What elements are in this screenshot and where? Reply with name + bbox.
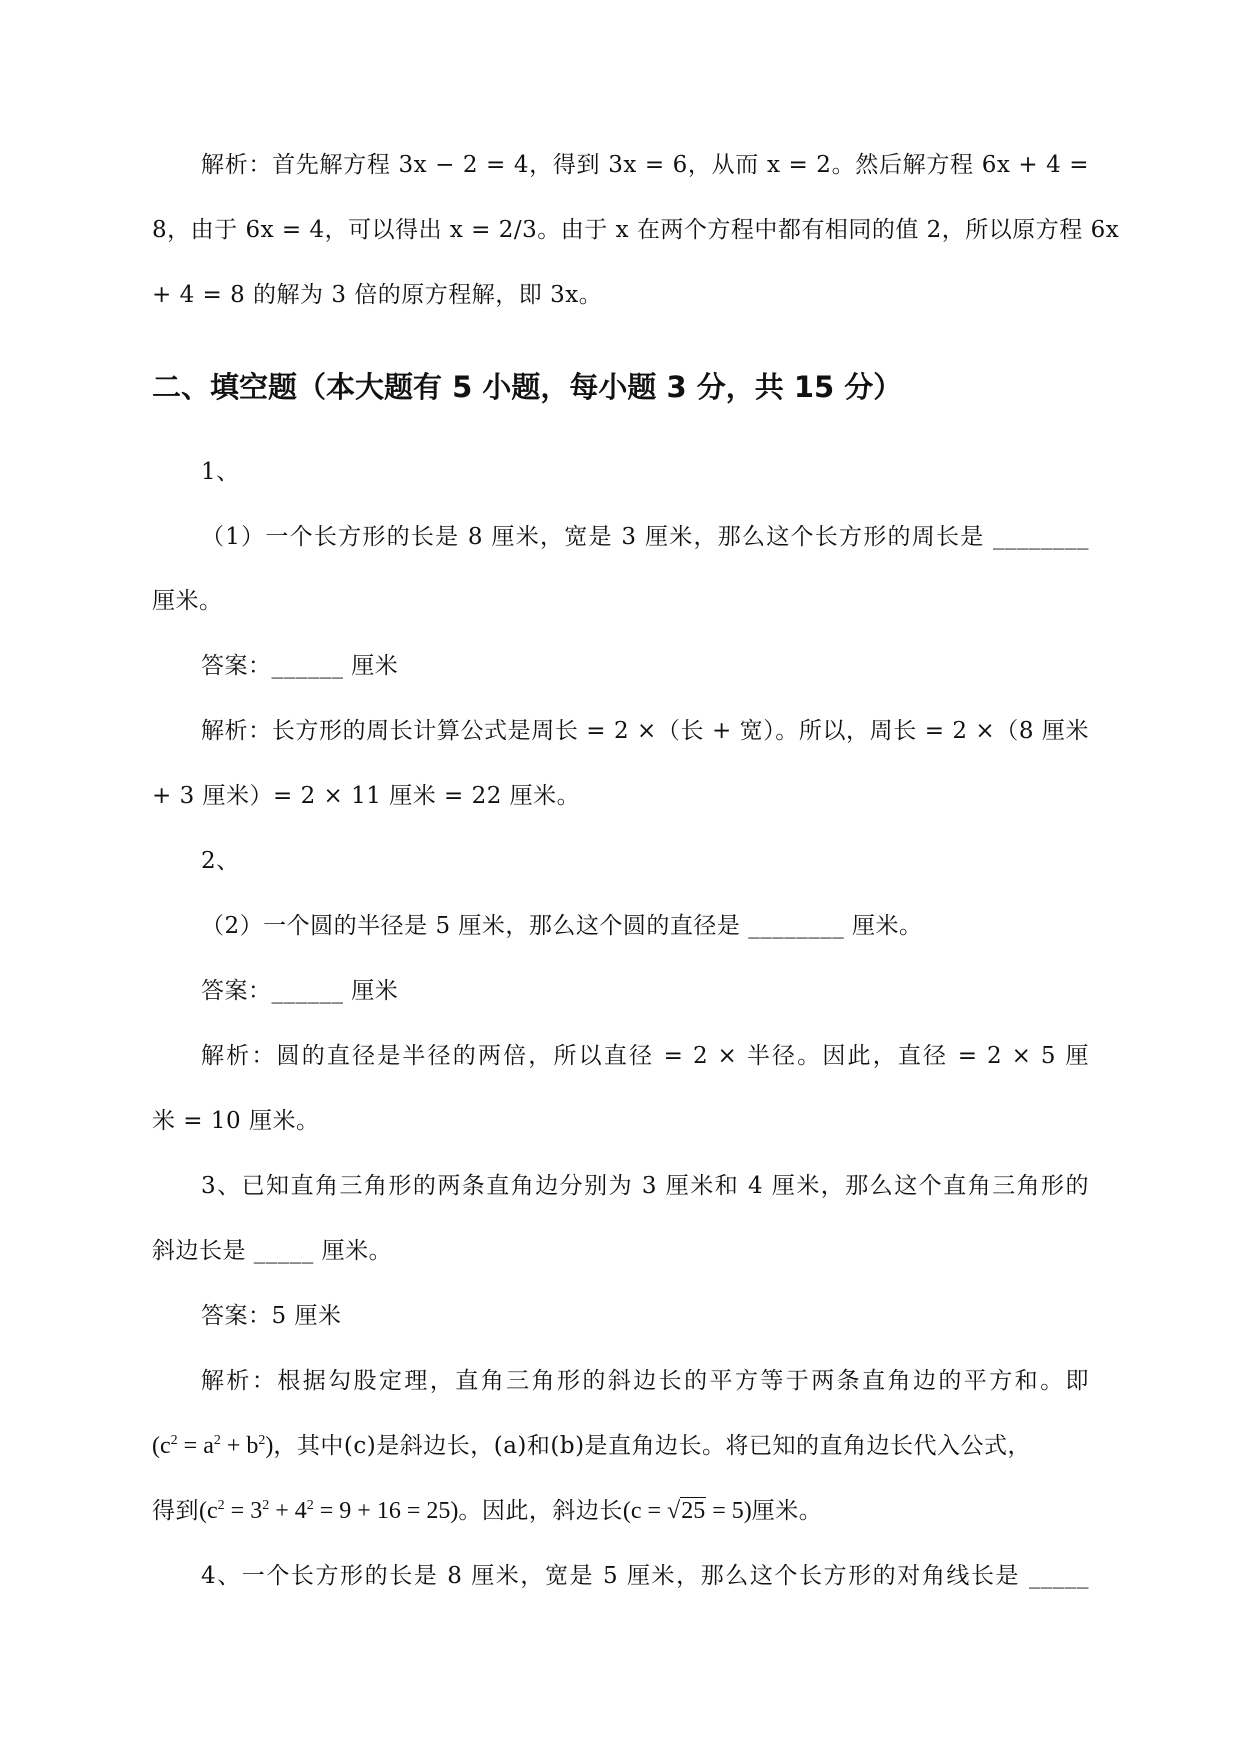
q4-question-line-1: 4、一个长方形的长是 8 厘米，宽是 5 厘米，那么这个长方形的对角线长是 _____ xyxy=(201,1563,1089,1589)
prev-analysis-line-3: + 4 = 8 的解为 3 倍的原方程解，即 3x。 xyxy=(152,282,603,308)
formula-suffix: 厘米。 xyxy=(751,1498,823,1524)
q2-question: （2）一个圆的半径是 5 厘米，那么这个圆的直径是 ________ 厘米。 xyxy=(201,913,923,939)
q3-formula-line-2 xyxy=(152,1494,1089,1528)
q1-analysis-line-2: + 3 厘米）= 2 × 11 厘米 = 22 厘米。 xyxy=(152,783,581,809)
q2-analysis-line-1: 解析：圆的直径是半径的两倍，所以直径 = 2 × 半径。因此，直径 = 2 × 5 厘 xyxy=(201,1043,1089,1069)
q3-formula-line-1 xyxy=(152,1429,1089,1463)
q2-analysis-line-2: 米 = 10 厘米。 xyxy=(152,1108,320,1134)
formula-mid-text: 。因此，斜边长 xyxy=(458,1498,623,1524)
q1-number: 1、 xyxy=(201,459,240,485)
q2-number: 2、 xyxy=(201,848,240,874)
formula-prefix: 得到 xyxy=(152,1498,199,1524)
q1-question-line-1: （1）一个长方形的长是 8 厘米，宽是 3 厘米，那么这个长方形的周长是 ________ xyxy=(201,524,1089,550)
q1-question-line-2: 厘米。 xyxy=(152,588,223,614)
prev-analysis-line-1: 解析：首先解方程 3x − 2 = 4，得到 3x = 6，从而 x = 2。然后解方程 6x + 4 = xyxy=(201,152,1089,178)
q3-analysis-line-1: 解析：根据勾股定理，直角三角形的斜边长的平方等于两条直角边的平方和。即 xyxy=(201,1368,1089,1394)
q1-analysis-line-1: 解析：长方形的周长计算公式是周长 = 2 ×（长 + 宽）。所以，周长 = 2 ×（8 厘米 xyxy=(201,718,1089,744)
q2-answer: 答案：______ 厘米 xyxy=(201,978,399,1004)
substituted-formula: $(c^2 = 3^2 + 4^2 = 9 + 16 = 25)$ xyxy=(199,1498,459,1524)
q1-answer: 答案：______ 厘米 xyxy=(201,653,399,679)
q3-question-line-1: 3、已知直角三角形的两条直角边分别为 3 厘米和 4 厘米，那么这个直角三角形的 xyxy=(201,1173,1089,1199)
pythagorean-formula: $(c^2 = a^2 + b^2)$ xyxy=(152,1433,274,1459)
section-title: 二、填空题（本大题有 5 小题，每小题 3 分，共 15 分） xyxy=(152,370,903,404)
q3-question-line-2: 斜边长是 _____ 厘米。 xyxy=(152,1238,393,1264)
sqrt-formula: (c = √25 = 5) xyxy=(622,1498,752,1524)
prev-analysis-line-2: 8，由于 6x = 4，可以得出 x = 2/3。由于 x 在两个方程中都有相同的值 2，所以原方程 6x xyxy=(152,217,1120,243)
q3-answer: 答案：5 厘米 xyxy=(201,1303,342,1329)
formula-explanation: ，其中(c)是斜边长，(a)和(b)是直角边长。将已知的直角边长代入公式， xyxy=(273,1433,1032,1459)
